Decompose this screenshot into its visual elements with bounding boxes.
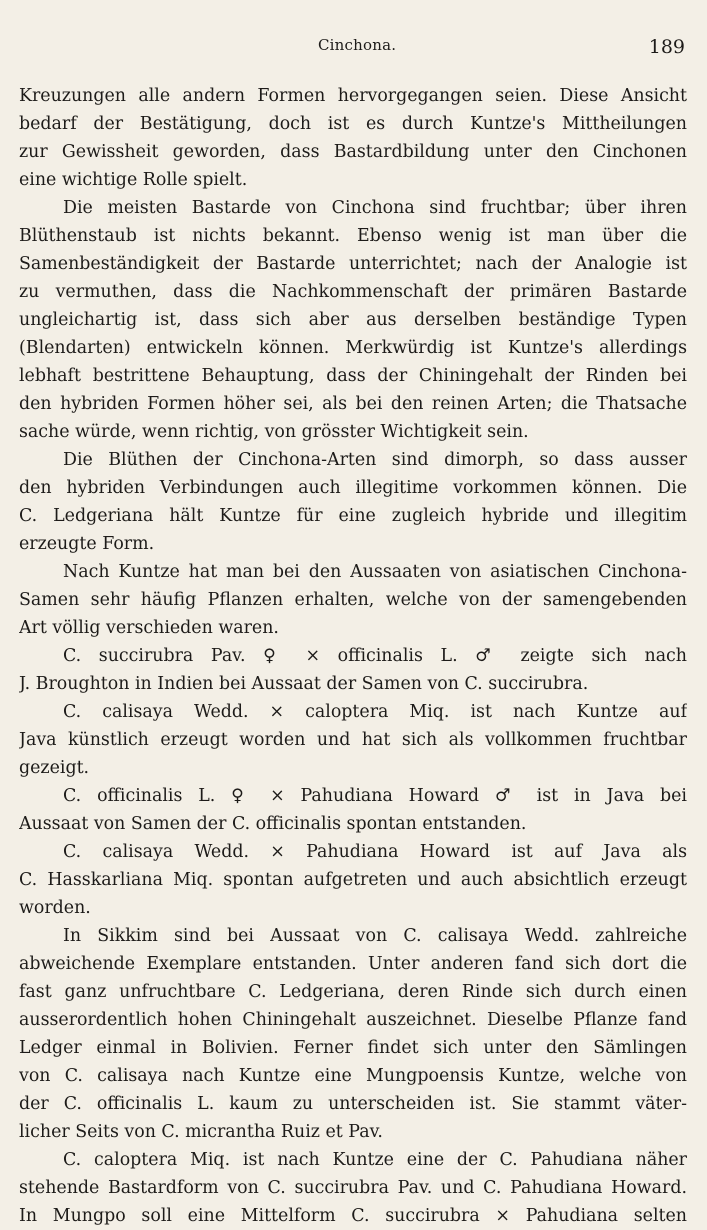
page-header (0, 36, 707, 60)
text-line: C. Ledgeriana hält Kuntze für eine zugleich hybride und illegitim (19, 506, 687, 526)
text-line: Die Blüthen der Cinchona-Arten sind dimorph, so dass ausser (63, 450, 687, 470)
text-line: den hybriden Formen höher sei, als bei den reinen Arten; die Thatsache (19, 394, 687, 414)
text-line: sache würde, wenn richtig, von grösster Wichtigkeit sein. (19, 422, 529, 442)
text-line: Kreuzungen alle andern Formen hervorgegangen seien. Diese Ansicht (19, 86, 687, 106)
body-text (19, 82, 687, 1230)
text-line: Aussaat von Samen der C. officinalis spontan entstanden. (19, 814, 527, 834)
text-line: abweichende Exemplare entstanden. Unter anderen fand sich dort die (19, 954, 687, 974)
text-line: lebhaft bestrittene Behauptung, dass der Chiningehalt der Rinden bei (19, 366, 687, 386)
text-line: Blüthenstaub ist nichts bekannt. Ebenso wenig ist man über die (19, 226, 687, 246)
text-line: Samen sehr häufig Pflanzen erhalten, welche von der samengebenden (19, 590, 687, 610)
text-line: C. calisaya Wedd. × Pahudiana Howard ist auf Java als (63, 842, 687, 862)
text-line: von C. calisaya nach Kuntze eine Mungpoensis Kuntze, welche von (19, 1066, 687, 1086)
text-line: C. officinalis L. ♀ × Pahudiana Howard ♂ ist in Java bei (63, 786, 687, 806)
text-line: ausserordentlich hohen Chiningehalt auszeichnet. Dieselbe Pflanze fand (19, 1010, 687, 1030)
text-line: Nach Kuntze hat man bei den Aussaaten von asiatischen Cinchona- (63, 562, 687, 582)
text-line: Die meisten Bastarde von Cinchona sind fruchtbar; über ihren (63, 198, 687, 218)
text-line: stehende Bastardform von C. succirubra Pav. und C. Pahudiana Howard. (19, 1178, 687, 1198)
text-line: zu vermuthen, dass die Nachkommenschaft der primären Bastarde (19, 282, 687, 302)
text-line: bedarf der Bestätigung, doch ist es durch Kuntze's Mittheilungen (19, 114, 687, 134)
text-line: Java künstlich erzeugt worden und hat sich als vollkommen fruchtbar (19, 730, 687, 750)
text-line: In Sikkim sind bei Aussaat von C. calisaya Wedd. zahlreiche (63, 926, 687, 946)
running-title: Cinchona. (318, 36, 397, 54)
text-line: ungleichartig ist, dass sich aber aus derselben beständige Typen (19, 310, 687, 330)
text-line: worden. (19, 898, 91, 918)
page-number: 189 (648, 36, 685, 58)
text-line: zur Gewissheit geworden, dass Bastardbildung unter den Cinchonen (19, 142, 687, 162)
text-line: C. succirubra Pav. ♀ × officinalis L. ♂ zeigte sich nach (63, 646, 687, 666)
text-line: Ledger einmal in Bolivien. Ferner findet sich unter den Sämlingen (19, 1038, 687, 1058)
text-line: C. calisaya Wedd. × caloptera Miq. ist nach Kuntze auf (63, 702, 687, 722)
text-line: erzeugte Form. (19, 534, 155, 554)
text-line: eine wichtige Rolle spielt. (19, 170, 248, 190)
text-line: fast ganz unfruchtbare C. Ledgeriana, deren Rinde sich durch einen (19, 982, 687, 1002)
text-line: In Mungpo soll eine Mittelform C. succirubra × Pahudiana selten (19, 1206, 687, 1226)
text-line: Art völlig verschieden waren. (19, 618, 279, 638)
text-line: J. Broughton in Indien bei Aussaat der Samen von C. succirubra. (19, 674, 589, 694)
text-line: C. caloptera Miq. ist nach Kuntze eine der C. Pahudiana näher (63, 1150, 687, 1170)
text-line: der C. officinalis L. kaum zu unterscheiden ist. Sie stammt väter- (19, 1094, 687, 1114)
text-line: (Blendarten) entwickeln können. Merkwürdig ist Kuntze's allerdings (19, 338, 687, 358)
text-line: licher Seits von C. micrantha Ruiz et Pav. (19, 1122, 383, 1142)
text-line: C. Hasskarliana Miq. spontan aufgetreten und auch absichtlich erzeugt (19, 870, 687, 890)
text-line: gezeigt. (19, 758, 90, 778)
text-line: Samenbeständigkeit der Bastarde unterrichtet; nach der Analogie ist (19, 254, 687, 274)
text-line: den hybriden Verbindungen auch illegitime vorkommen können. Die (19, 478, 687, 498)
